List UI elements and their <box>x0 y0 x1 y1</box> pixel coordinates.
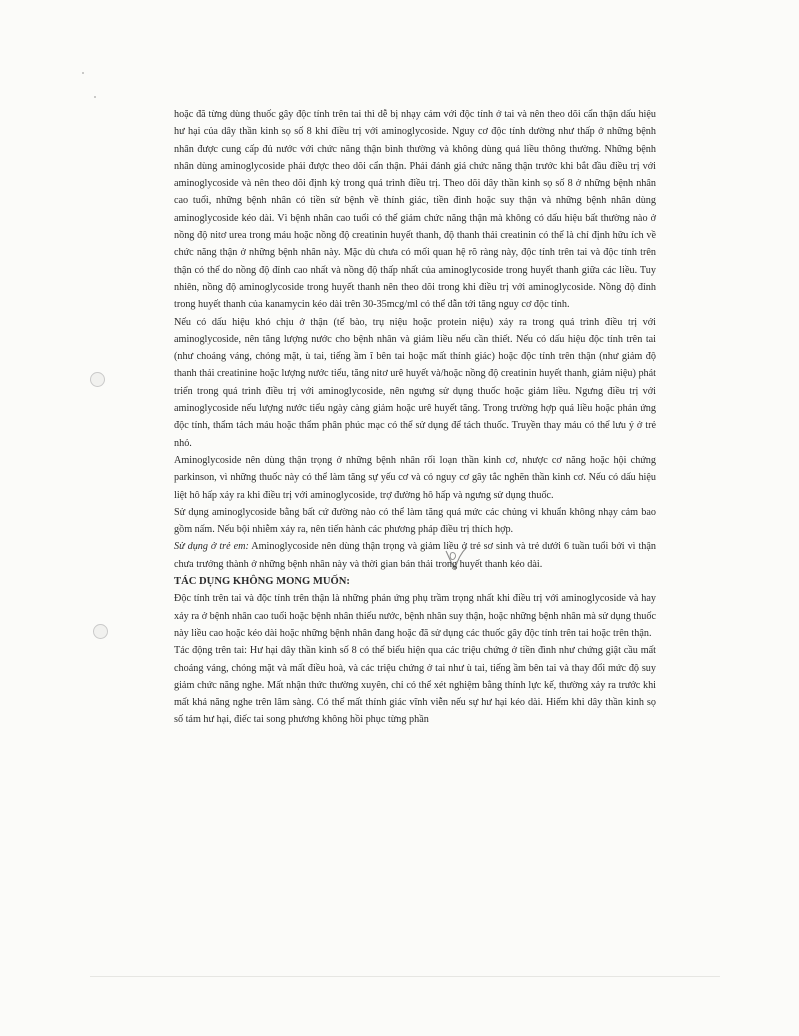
pediatric-use-label: Sử dụng ở trẻ em: <box>174 541 249 553</box>
scan-speck <box>82 72 84 74</box>
scan-speck <box>94 96 96 98</box>
document-body <box>174 106 656 729</box>
section-heading-adverse-effects: TÁC DỤNG KHÔNG MONG MUỐN: <box>174 576 350 588</box>
paragraph-superinfection: Sử dụng aminoglycoside bằng bất cứ đường nào có thể làm tăng quá mức các chủng vi khuẩn không nhạy cảm bao gồm nấm. Nếu bội nhiễm xảy ra, nên tiến hành các phương pháp điều trị thích hợp. <box>174 506 656 536</box>
paragraph-adverse-summary: Độc tính trên tai và độc tính trên thận là những phản ứng phụ trầm trọng nhất khi điều trị với aminoglycoside và hay xảy ra ở bệnh nhân cao tuổi hoặc bệnh nhân thiếu nước, bệnh nhân suy thận, hoặc những bệnh nhân mà sử dụng thuốc này liều cao hoặc kéo dài hoặc những bệnh nhân đang hoặc đã sử dụng các thuốc gây độc tính trên tai hoặc trên thận. <box>174 593 656 639</box>
paragraph-renal-signs: Nếu có dấu hiệu khó chịu ở thận (tế bào, trụ niệu hoặc protein niệu) xảy ra trong quá trình điều trị với aminoglycoside, nên tăng lượng nước cho bệnh nhân và giảm liều nếu cần thiết. Nếu có dấu hiệu độc tính trên tai (như choáng váng, chóng mặt, ù tai, tiếng ầm ĩ bên tai hoặc mất thính giác) hoặc độc tính trên thận (như giảm độ thanh thải creatinine hoặc lượng nước tiểu, tăng nitơ urê huyết và/hoặc nồng độ creatinin huyết thanh, giảm niệu) phát triển trong quá trình điều trị với aminoglycoside, nên ngưng sử dụng thuốc hoặc giảm liều. Ngưng điều trị với aminoglycoside nếu lượng nước tiểu ngày càng giảm hoặc urê huyết tăng. Trong trường hợp quá liều hoặc phản ứng độc tính, thẩm tách máu hoặc thẩm phân phúc mạc có thể sử dụng để tách thuốc. Truyền thay máu có thể lưu ý ở trẻ nhỏ. <box>174 316 656 449</box>
paragraph-ototoxicity-monitoring: hoặc đã từng dùng thuốc gây độc tính trên tai thì dễ bị nhạy cảm với độc tính ở tai và nên theo dõi cẩn thận dấu hiệu hư hại của dây thần kinh sọ số 8 khi điều trị với aminoglycoside. Nguy cơ độc tính dường như thấp ở những bệnh nhân được cung cấp đủ nước với chức năng thận bình thường và không dùng quá liều thông thường. Những bệnh nhân dùng aminoglycoside phải được theo dõi cẩn thận. Phải đánh giá chức năng thận trước khi bắt đầu điều trị với aminoglycoside và nên theo dõi định kỳ trong quá trình điều trị. Theo dõi dây thần kinh sọ số 8 ở những bệnh nhân cao tuổi, những bệnh nhân có tiền sử bệnh về thính giác, tiền đình hoặc suy thận và những bệnh nhân dùng aminoglycoside kéo dài. Vì bệnh nhân cao tuổi có thể giảm chức năng thận mà không có dấu hiệu bất thường nào ở nồng độ nitơ urea trong máu hoặc nồng độ creatinin huyết thanh, độ thanh thải creatinin có thể là chỉ định hữu ích về chức năng thận ở những bệnh nhân này. Mặc dù chưa có mối quan hệ rõ ràng này, độc tính trên tai và độc tính trên thận có thể do nồng độ đỉnh cao nhất và nồng độ thấp nhất của aminoglycoside trong huyết thanh giữa các liều. Tuy nhiên, nồng độ aminoglycoside trong huyết thanh nên theo dõi trong khi điều trị với aminoglycoside. Nồng độ đỉnh trong huyết thanh của kanamycin kéo dài trên 30-35mcg/ml có thể dẫn tới tăng nguy cơ độc tính. <box>174 109 656 311</box>
pediatric-use-text: Aminoglycoside nên dùng thận trọng và giảm liều ở trẻ sơ sinh và trẻ dưới 6 tuần tuổi bởi vì thận chưa trưởng thành ở những bệnh nhân này và thời gian bán thải trong huyết thanh kéo dài. <box>174 541 656 570</box>
binder-hole <box>93 624 108 639</box>
binder-hole <box>90 372 105 387</box>
paragraph-pediatric-use <box>174 538 656 573</box>
paragraph-neuromuscular: Aminoglycoside nên dùng thận trọng ở những bệnh nhân rối loạn thần kinh cơ, nhược cơ năng hoặc hội chứng parkinson, vì những thuốc này có thể làm tăng sự yếu cơ và có nguy cơ gây tắc nghẽn thần kinh cơ. Nếu có dấu hiệu liệt hô hấp xảy ra khi điều trị với aminoglycoside, trợ đường hô hấp và ngưng sử dụng thuốc. <box>174 454 656 501</box>
paragraph-ear-effects: Tác động trên tai: Hư hại dây thần kinh số 8 có thể biểu hiện qua các triệu chứng ở tiền đình như chứng giật cầu mất choáng váng, chóng mặt và mất điều hoà, và các triệu chứng ở tai như ù tai, tiếng ầm bên tai và thay đổi mức độ suy giảm chức năng nghe. Mất nhận thức thường xuyên, chỉ có thể xét nghiệm bằng thính lực kế, thường xảy ra trước khi mất khả năng nghe trên lâm sàng. Có thể mất thính giác vĩnh viễn nếu sự hư hại kéo dài. Hiếm khi dây thần kinh sọ số tám hư hại, điếc tai song phương không hồi phục từng phần <box>174 645 656 726</box>
scan-edge-line <box>90 976 720 977</box>
